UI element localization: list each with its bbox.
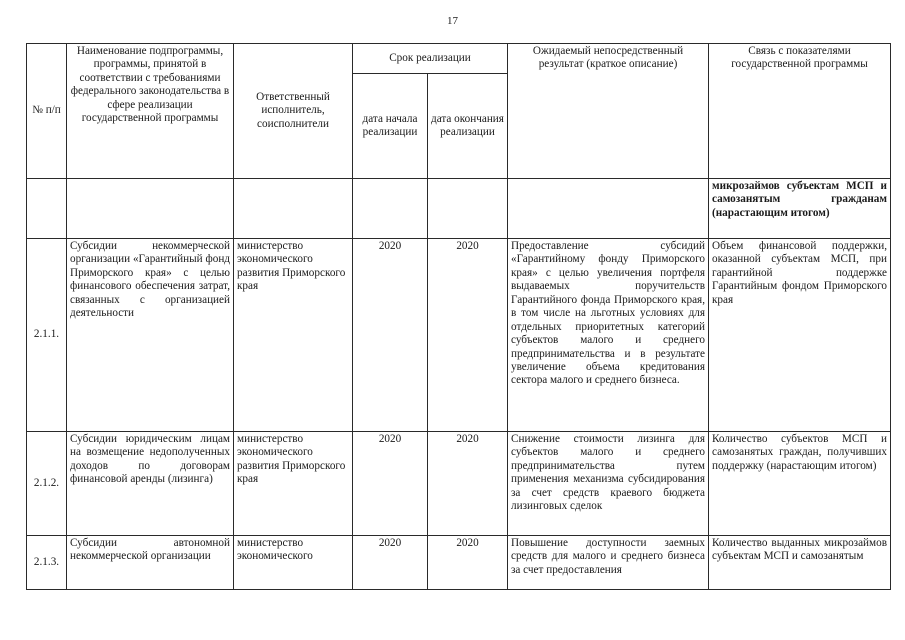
- header-result: Ожидаемый непосредственный результат (краткое описание): [508, 44, 709, 179]
- row-num: 2.1.2.: [27, 432, 67, 536]
- header-name: Наименование подпрограммы, программы, принятой в соответствии с требованиями федерального законодательства в сфере реализации государственной программы: [67, 44, 234, 179]
- row-link: Количество выданных микрозаймов субъектам МСП и самозанятым: [709, 536, 891, 590]
- row-result: Повышение доступности заемных средств для малого и среднего бизнеса за счет предоставления: [508, 536, 709, 590]
- header-responsible: Ответственный исполнитель, соисполнители: [234, 44, 353, 179]
- table-row: [27, 536, 891, 590]
- row-start: 2020: [353, 239, 428, 432]
- row-end: 2020: [428, 432, 508, 536]
- header-num: № п/п: [27, 44, 67, 179]
- row-name: Субсидии некоммерческой организации «Гарантийный фонд Приморского края» с целью финансового обеспечения затрат, связанных с организацией деятельности: [67, 239, 234, 432]
- row-link: Количество субъектов МСП и самозанятых граждан, получивших поддержку (нарастающим итогом): [709, 432, 891, 536]
- row-start: 2020: [353, 536, 428, 590]
- row-link: Объем финансовой поддержки, оказанной субъектам МСП, при гарантийной поддержке Гарантийным фондом Приморского края: [709, 239, 891, 432]
- row-num: 2.1.3.: [27, 536, 67, 590]
- row-responsible: министерство экономического: [234, 536, 353, 590]
- header-link: Связь с показателями государственной программы: [709, 44, 891, 179]
- table-row: [27, 432, 891, 536]
- header-row-1: [27, 44, 891, 74]
- row-responsible: министерство экономического развития Приморского края: [234, 239, 353, 432]
- continuation-row: [27, 179, 891, 239]
- row-start: 2020: [353, 432, 428, 536]
- row-num: 2.1.1.: [27, 239, 67, 432]
- header-end: дата окончания реализации: [428, 74, 508, 179]
- continuation-link: микрозаймов субъектам МСП и самозанятым гражданам (нарастающим итогом): [709, 179, 891, 239]
- header-period: Срок реализации: [353, 44, 508, 74]
- row-end: 2020: [428, 239, 508, 432]
- row-end: 2020: [428, 536, 508, 590]
- table-row: [27, 239, 891, 432]
- row-name: Субсидии юридическим лицам на возмещение недополученных доходов по договорам финансовой аренды (лизинга): [67, 432, 234, 536]
- page-number: 17: [447, 15, 458, 27]
- program-table: [26, 43, 891, 590]
- row-responsible: министерство экономического развития Приморского края: [234, 432, 353, 536]
- row-result: Предоставление субсидий «Гарантийному фонду Приморского края» с целью увеличения портфеля выдаваемых поручительств Гарантийного фонда Приморского края, в том числе на льготных условиях для отдельных приоритетных категорий субъектов малого и среднего предпринимательства и в результате увеличение объема кредитования сектора малого и среднего бизнеса.: [508, 239, 709, 432]
- header-start: дата начала реализации: [353, 74, 428, 179]
- row-name: Субсидии автономной некоммерческой организации: [67, 536, 234, 590]
- row-result: Снижение стоимости лизинга для субъектов малого и среднего предпринимательства путем применения механизма субсидирования за счет средств краевого бюджета лизинговых сделок: [508, 432, 709, 536]
